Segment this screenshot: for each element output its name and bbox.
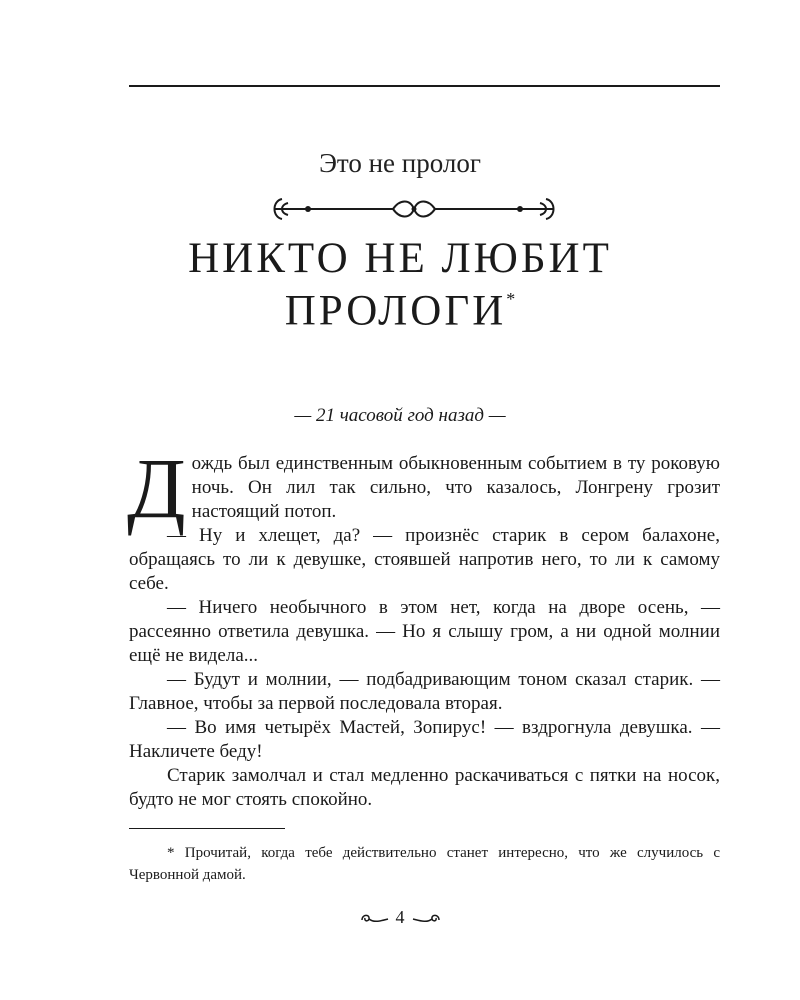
header-rule bbox=[129, 85, 720, 87]
page-number: 4 bbox=[395, 907, 405, 928]
paragraph: Старик замолчал и стал медленно раскачиваться с пятки на носок, будто не мог стоять спокойно. bbox=[129, 765, 720, 810]
page-number-block bbox=[0, 906, 800, 928]
ornament-divider-icon bbox=[268, 195, 560, 223]
paragraph: — Будут и молнии, — подбадривающим тоном сказал старик. — Главное, чтобы за первой последовала вторая. bbox=[129, 669, 720, 714]
footnote-rule bbox=[129, 828, 285, 829]
paragraph: — Ну и хлещет, да? — произнёс старик в сером балахоне, обращаясь то ли к девушке, стоявшей напротив него, то ли к самому себе. bbox=[129, 525, 720, 594]
paragraph: Дождь был единственным обыкновенным событием в ту роковую ночь. Он лил так сильно, что казалось, Лонгрену грозит настоящий потоп. bbox=[127, 440, 720, 536]
chapter-title-line-1: НИКТО НЕ ЛЮБИТ bbox=[188, 235, 612, 282]
chapter-title-line-2: ПРОЛОГИ* bbox=[284, 287, 516, 335]
epigraph: — 21 часовой год назад — bbox=[294, 405, 506, 426]
chapter-title bbox=[0, 236, 800, 333]
footnote: * Прочитай, когда тебе действительно станет интересно, что же случилось с Червонной дамой. bbox=[129, 845, 720, 883]
right-swirl-icon bbox=[411, 911, 441, 925]
left-swirl-icon bbox=[360, 911, 390, 925]
paragraph: — Ничего необычного в этом нет, когда на дворе осень, — рассеянно ответила девушка. — Но я слышу гром, а ни одной молнии ещё не видела... bbox=[129, 597, 720, 666]
chapter-subtitle: Это не пролог bbox=[319, 148, 481, 178]
title-footnote-mark: * bbox=[506, 289, 516, 309]
drop-cap: Д bbox=[127, 440, 186, 536]
body-text bbox=[127, 440, 720, 812]
paragraph: — Во имя четырёх Мастей, Зопирус! — вздрогнула девушка. — Накличете беду! bbox=[129, 717, 720, 762]
